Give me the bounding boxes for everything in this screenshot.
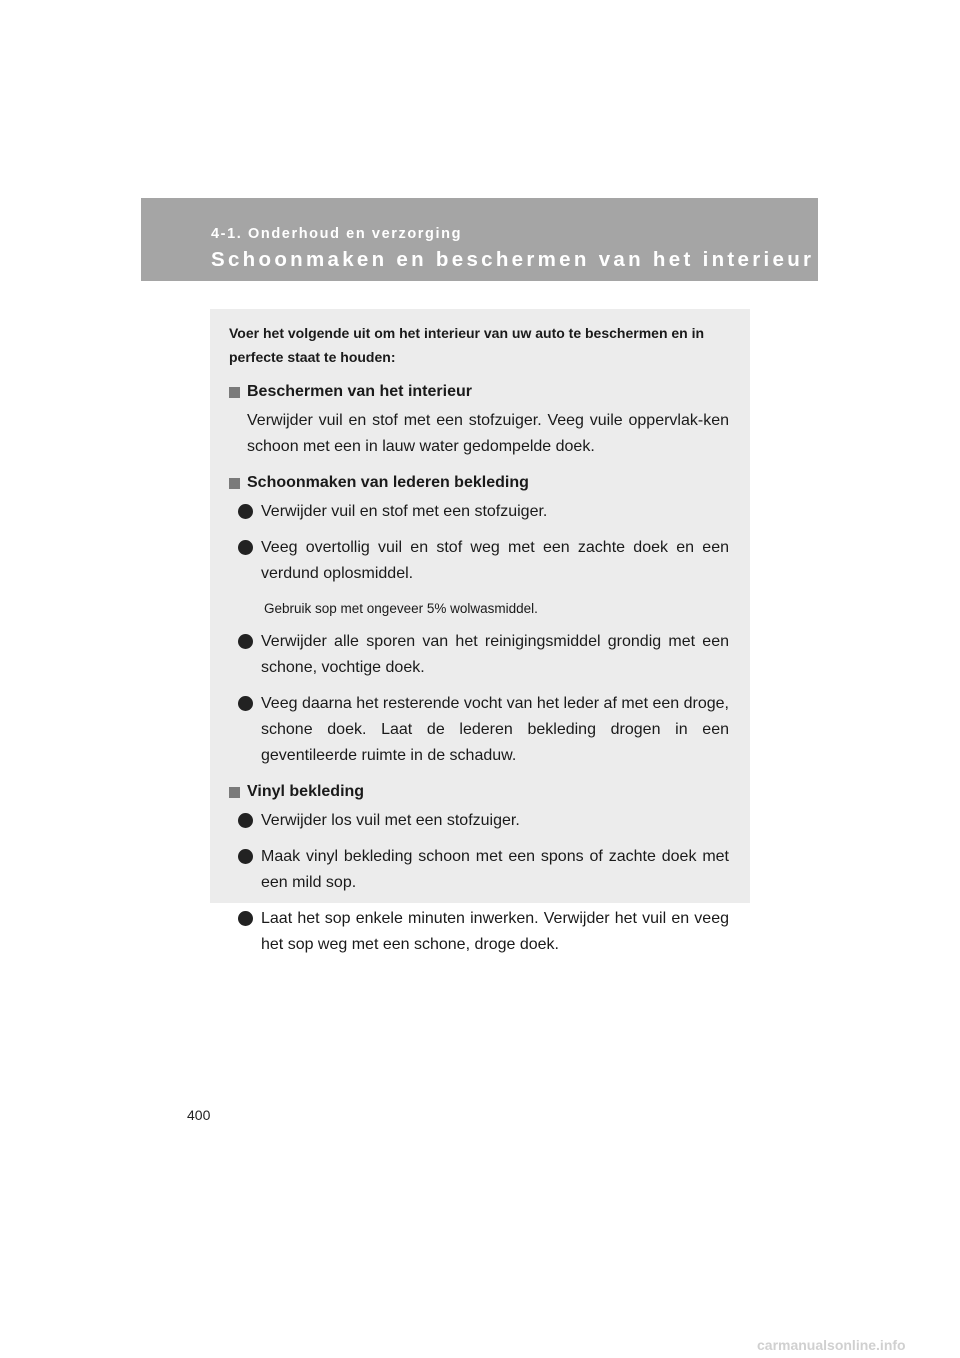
section-beschermen	[229, 380, 729, 460]
list-item-text: Laat het sop enkele minuten inwerken. Verwijder het vuil en veeg het sop weg met een schone, droge doek.	[261, 910, 729, 953]
section-heading-text: Schoonmaken van lederen bekleding	[247, 474, 529, 491]
round-bullet-icon	[238, 849, 253, 864]
section-body: Verwijder vuil en stof met een stofzuiger. Veeg vuile oppervlak-ken schoon met een in lauw water gedompelde doek.	[247, 412, 729, 455]
list-item-text: Veeg overtollig vuil en stof weg met een zachte doek en een verdund oplosmiddel.	[261, 539, 729, 582]
square-bullet-icon	[229, 787, 240, 798]
list-item-text: Maak vinyl bekleding schoon met een spons of zachte doek met een mild sop.	[261, 848, 729, 891]
square-bullet-icon	[229, 478, 240, 489]
list-item	[238, 906, 729, 958]
list-item-text: Verwijder vuil en stof met een stofzuiger.	[261, 503, 548, 520]
section-heading	[229, 380, 729, 404]
list-item	[238, 808, 729, 834]
section-lederen-bekleding	[229, 471, 729, 769]
list-note: Gebruik sop met ongeveer 5% wolwasmiddel.	[264, 601, 538, 616]
content-box	[210, 309, 750, 953]
page-number: 400	[187, 1107, 211, 1123]
round-bullet-icon	[238, 540, 253, 555]
round-bullet-icon	[238, 634, 253, 649]
list-item-text: Verwijder alle sporen van het reinigingsmiddel grondig met een schone, vochtige doek.	[261, 633, 729, 676]
list-item	[238, 535, 729, 587]
section-header-band	[141, 198, 818, 281]
square-bullet-icon	[229, 387, 240, 398]
list-item	[238, 499, 729, 525]
section-heading	[229, 780, 729, 804]
watermark: carmanualsonline.info	[757, 1337, 906, 1353]
section-heading-text: Vinyl bekleding	[247, 783, 365, 800]
intro-text: Voer het volgende uit om het interieur van uw auto te beschermen en in perfecte staat te houden:	[229, 325, 705, 365]
list-item	[238, 691, 729, 769]
list-item	[238, 629, 729, 681]
list-item	[238, 844, 729, 896]
page-title: Schoonmaken en beschermen van het interieur	[211, 248, 815, 271]
round-bullet-icon	[238, 504, 253, 519]
round-bullet-icon	[238, 696, 253, 711]
section-heading-text: Beschermen van het interieur	[247, 383, 472, 400]
list-item-text: Veeg daarna het resterende vocht van het leder af met een droge, schone doek. Laat de lederen bekleding drogen in een geventileerde ruimte in de schaduw.	[261, 695, 729, 764]
round-bullet-icon	[238, 813, 253, 828]
section-heading	[229, 471, 729, 495]
list-item-text: Verwijder los vuil met een stofzuiger.	[261, 812, 520, 829]
round-bullet-icon	[238, 911, 253, 926]
section-label: 4-1. Onderhoud en verzorging	[211, 226, 463, 242]
section-vinyl-bekleding	[229, 780, 729, 958]
